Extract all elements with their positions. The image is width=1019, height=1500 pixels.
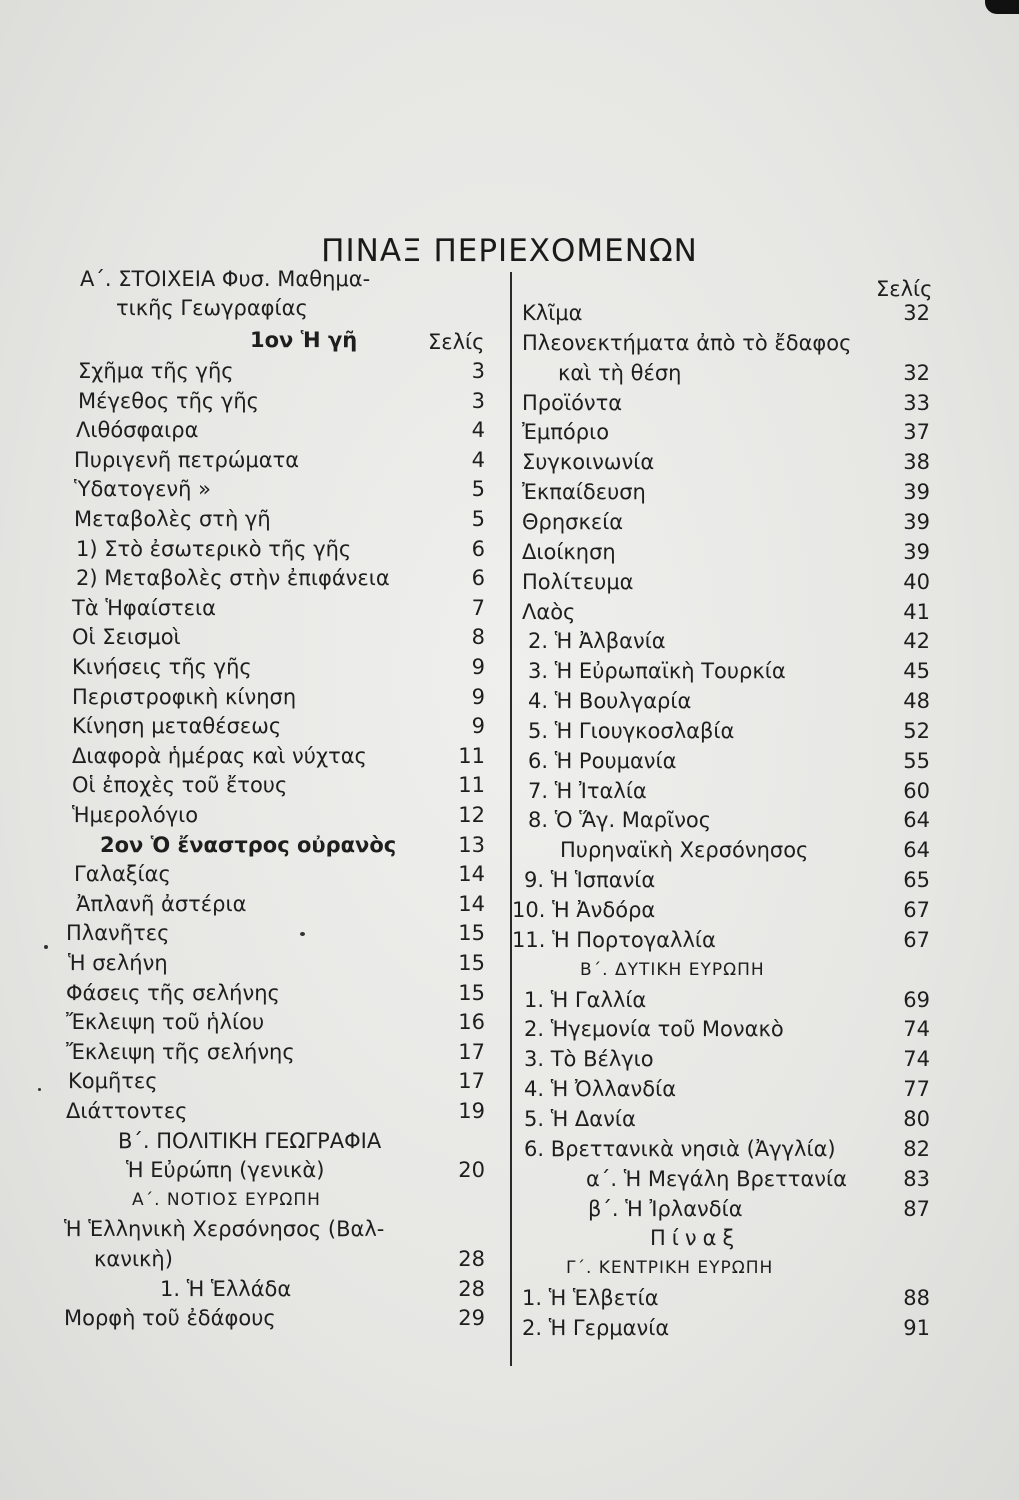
toc-entry-page: 87 <box>903 1197 930 1221</box>
toc-entry-title: Κίνηση μεταθέσεως <box>72 714 282 738</box>
toc-entry <box>0 298 930 328</box>
toc-entry-title: Μεταβολὲς στὴ γῆ <box>74 507 271 531</box>
page-title: ΠΙΝΑΞ ΠΕΡΙΕΧΟΜΕΝΩΝ <box>321 232 698 269</box>
toc-entry-page: 74 <box>903 1017 930 1041</box>
toc-entry-title: 2. Ἡγεμονία τοῦ Μονακὸ <box>524 1017 784 1041</box>
toc-entry <box>0 985 930 1015</box>
toc-entry <box>0 507 930 537</box>
toc-entry-title: Πλεονεκτήματα ἀπὸ τὸ ἔδαφος <box>522 331 852 355</box>
toc-entry-page: 28 <box>458 1277 485 1301</box>
toc-entry-title: Πίναξ <box>650 1226 741 1250</box>
toc-entry <box>0 597 930 627</box>
toc-entry-page: 39 <box>903 510 930 534</box>
toc-entry-title: 1. Ἡ Γαλλία <box>524 988 647 1012</box>
toc-entry-title: Β΄. ΔΥΤΙΚΗ ΕΥΡΩΠΗ <box>580 960 765 980</box>
toc-entry-title: α΄. Ἡ Μεγάλη Βρεττανία <box>586 1167 847 1191</box>
toc-entry-page: 11 <box>458 773 485 797</box>
toc-entry-page: 39 <box>903 540 930 564</box>
toc-entry-title: Προϊόντα <box>522 391 623 415</box>
toc-entry <box>0 1104 930 1134</box>
toc-entry-page: 64 <box>903 838 930 862</box>
toc-entry-title: Πυριγενῆ πετρώματα <box>74 448 300 472</box>
toc-entry-title: 2. Ἡ Ἀλβανία <box>528 629 666 653</box>
toc-entry-title: Διάττοντες <box>66 1099 188 1123</box>
toc-entry <box>0 1044 930 1074</box>
toc-entry-page: 15 <box>458 921 485 945</box>
toc-entry-title: Κινήσεις τῆς γῆς <box>72 655 252 679</box>
toc-entry-title: Β΄. ΠΟΛΙΤΙΚΗ ΓΕΩΓΡΑΦΙΑ <box>118 1129 382 1153</box>
toc-entry-page: 60 <box>903 779 930 803</box>
toc-entry <box>0 417 930 447</box>
toc-entry-title: Λαὸς <box>522 600 576 624</box>
toc-entry-page: 67 <box>903 928 930 952</box>
toc-entry-title: Σχῆμα τῆς γῆς <box>78 359 234 383</box>
toc-entry <box>0 776 930 806</box>
toc-entry-title: 9. Ἡ Ἱσπανία <box>524 868 656 892</box>
toc-entry-page: 65 <box>903 868 930 892</box>
toc-entry <box>0 477 930 507</box>
toc-entry-title: Κομῆτες <box>68 1069 158 1093</box>
toc-entry-title: 3. Ἡ Εὐρωπαϊκὴ Τουρκία <box>528 659 786 683</box>
toc-entry-title: Περιστροφικὴ κίνηση <box>72 685 297 709</box>
toc-entry-title: Ἡμερολόγιο <box>72 803 199 827</box>
toc-entry <box>0 626 930 656</box>
toc-entry-title: Α΄. ΝΟΤΙΟΣ ΕΥΡΩΠΗ <box>132 1190 321 1210</box>
toc-entry-page: 5 <box>471 477 485 501</box>
toc-entry-page: 3 <box>471 389 485 413</box>
toc-entry-title: 7. Ἡ Ἰταλία <box>528 779 647 803</box>
toc-entry-page: 45 <box>903 659 930 683</box>
toc-entry-page: 7 <box>471 596 485 620</box>
toc-entry-title: Ἡ Ἑλληνικὴ Χερσόνησος (Βαλ- <box>64 1217 385 1241</box>
toc-entry-title: 3. Τὸ Βέλγιο <box>524 1047 654 1071</box>
toc-entry-page: 5 <box>471 507 485 531</box>
toc-entry-title: Διαφορὰ ἡμέρας καὶ νύχτας <box>72 744 367 768</box>
toc-entry-title: 1. Ἡ Ἑλβετία <box>522 1286 659 1310</box>
left-page-col-label: Σελίς <box>428 330 485 354</box>
toc-entry-title: κανικὴ) <box>94 1247 173 1271</box>
toc-entry-page: 42 <box>903 629 930 653</box>
right-page-col-label: Σελίς <box>876 277 933 301</box>
toc-entry <box>0 1134 930 1164</box>
toc-entry-page: 15 <box>458 981 485 1005</box>
toc-entry-title: καὶ τὴ θέση <box>558 361 682 385</box>
toc-entry-title: Θρησκεία <box>522 510 624 534</box>
toc-entry <box>0 1283 930 1313</box>
toc-entry <box>0 537 930 567</box>
toc-entry-page: 9 <box>471 714 485 738</box>
toc-entry <box>0 388 930 418</box>
toc-entry-page: 20 <box>458 1158 485 1182</box>
toc-entry-page: 4 <box>471 418 485 442</box>
part1-heading: 1ον Ἡ γῆ <box>250 328 358 352</box>
toc-entry-page: 38 <box>903 450 930 474</box>
toc-entry-page: 82 <box>903 1137 930 1161</box>
toc-entry-page: 80 <box>903 1107 930 1131</box>
toc-entry-title: Γ΄. ΚΕΝΤΡΙΚΗ ΕΥΡΩΠΗ <box>566 1258 774 1278</box>
toc-entry-page: 14 <box>458 892 485 916</box>
toc-entry-title: Ἡ σελήνη <box>68 951 168 975</box>
toc-entry <box>0 746 930 776</box>
toc-entry-title: 5. Ἡ Δανία <box>524 1107 636 1131</box>
toc-entry <box>0 716 930 746</box>
toc-entry <box>0 1313 930 1343</box>
toc-entry-title: Λιθόσφαιρα <box>76 418 199 442</box>
toc-entry-title: Πλανῆτες <box>66 921 170 945</box>
toc-entry-title: Κλῖμα <box>522 301 583 325</box>
toc-entry <box>0 1074 930 1104</box>
toc-entry-page: 17 <box>458 1040 485 1064</box>
toc-entry-page: 37 <box>903 420 930 444</box>
toc-entry-title: 6. Βρεττανικὰ νησιὰ (Ἀγγλία) <box>524 1137 836 1161</box>
toc-entry-page: 39 <box>903 480 930 504</box>
toc-entry <box>0 895 930 925</box>
section-a-heading-line2: τικῆς Γεωγραφίας <box>116 296 308 320</box>
toc-entry-page: 33 <box>903 391 930 415</box>
toc-entry <box>0 805 930 835</box>
toc-entry-page: 14 <box>458 862 485 886</box>
toc-entry <box>0 686 930 716</box>
toc-entry <box>0 1253 930 1283</box>
toc-entry-title: 8. Ὁ Ἅγ. Μαρῖνος <box>528 808 712 832</box>
toc-entry-page: 91 <box>903 1316 930 1340</box>
toc-entry-title: 4. Ἡ Βουλγαρία <box>528 689 692 713</box>
toc-entry-title: Μέγεθος τῆς γῆς <box>78 389 259 413</box>
toc-entry-page: 32 <box>903 301 930 325</box>
toc-entry-title: Ἔκλειψη τοῦ ἡλίου <box>66 1010 265 1034</box>
toc-entry-title: 6. Ἡ Ρουμανία <box>528 749 677 773</box>
toc-entry <box>0 1194 930 1224</box>
toc-entry-title: 11. Ἡ Πορτογαλλία <box>512 928 716 952</box>
toc-entry-title: Φάσεις τῆς σελήνης <box>66 981 280 1005</box>
toc-entry-title: 2ον Ὁ ἔναστρος οὐρανὸς <box>100 833 397 857</box>
toc-entry-title: Ἀπλανῆ ἀστέρια <box>76 892 247 916</box>
toc-entry-page: 41 <box>903 600 930 624</box>
toc-entry <box>0 447 930 477</box>
toc-entry <box>0 835 930 865</box>
toc-entry-title: Συγκοινωνία <box>522 450 655 474</box>
toc-entry-title: 1) Στὸ ἐσωτερικὸ τῆς γῆς <box>76 537 352 561</box>
section-a-heading-line1: Α΄. ΣΤΟΙΧΕΙΑ Φυσ. Μαθημα- <box>80 267 371 291</box>
toc-entry-page: 15 <box>458 951 485 975</box>
toc-entry-title: Ἡ Εὐρώπη (γενικὰ) <box>126 1158 325 1182</box>
toc-entry-page: 6 <box>471 566 485 590</box>
toc-entry <box>0 1014 930 1044</box>
toc-entry-page: 28 <box>458 1247 485 1271</box>
toc-entry-title: Ἐμπόριο <box>522 420 610 444</box>
toc-entry-title: Διοίκηση <box>522 540 616 564</box>
toc-entry-title: 5. Ἡ Γιουγκοσλαβία <box>528 719 735 743</box>
toc-entry-title: Γαλαξίας <box>74 862 171 886</box>
toc-entry-title: 4. Ἡ Ὀλλανδία <box>524 1077 677 1101</box>
toc-entry-page: 29 <box>458 1306 485 1330</box>
toc-entry <box>0 955 930 985</box>
toc-entry-page: 67 <box>903 898 930 922</box>
toc-entry-title: Τὰ Ἡφαίστεια <box>72 596 216 620</box>
toc-entry-page: 69 <box>903 988 930 1012</box>
toc-entry-title: 10. Ἡ Ἀνδόρα <box>512 898 656 922</box>
toc-entry-page: 48 <box>903 689 930 713</box>
toc-entry-page: 83 <box>903 1167 930 1191</box>
toc-entry-page: 64 <box>903 808 930 832</box>
toc-entry-page: 9 <box>471 655 485 679</box>
toc-entry-page: 52 <box>903 719 930 743</box>
toc-entry-page: 4 <box>471 448 485 472</box>
toc-entry-page: 77 <box>903 1077 930 1101</box>
toc-entry-page: 12 <box>458 803 485 827</box>
toc-entry-title: Ἔκλειψη τῆς σελήνης <box>66 1040 295 1064</box>
toc-entry-page: 55 <box>903 749 930 773</box>
toc-entry <box>0 865 930 895</box>
toc-entry-page: 8 <box>471 625 485 649</box>
toc-entry-page: 17 <box>458 1069 485 1093</box>
toc-entry-title: β΄. Ἡ Ἰρλανδία <box>588 1197 743 1221</box>
toc-entry-page: 16 <box>458 1010 485 1034</box>
toc-entry-title: 1. Ἡ Ἑλλάδα <box>160 1277 292 1301</box>
toc-entry-title: Ἐκπαίδευση <box>522 480 646 504</box>
toc-entry-page: 19 <box>458 1099 485 1123</box>
toc-entry <box>0 656 930 686</box>
toc-entry-title: 2. Ἡ Γερμανία <box>522 1316 670 1340</box>
toc-entry-title: Οἱ Σεισμοὶ <box>72 625 181 649</box>
toc-entry-page: 88 <box>903 1286 930 1310</box>
toc-entry-title: Ὑδατογενῆ » <box>74 477 211 501</box>
toc-entry <box>0 925 930 955</box>
toc-entry <box>0 1223 930 1253</box>
toc-entry-page: 3 <box>471 359 485 383</box>
toc-entry-page: 13 <box>458 833 485 857</box>
toc-entry <box>0 328 930 358</box>
toc-entry-page: 74 <box>903 1047 930 1071</box>
toc-entry <box>0 358 930 388</box>
toc-entry-title: Οἱ ἐποχὲς τοῦ ἔτους <box>72 773 288 797</box>
toc-entry-title: Πυρηναϊκὴ Χερσόνησος <box>560 838 809 862</box>
toc-entry-page: 9 <box>471 685 485 709</box>
toc-entry-title: 2) Μεταβολὲς στὴν ἐπιφάνεια <box>76 566 390 590</box>
toc-entry-page: 6 <box>471 537 485 561</box>
toc-entry-page: 11 <box>458 744 485 768</box>
toc-entry-title: Πολίτευμα <box>522 570 634 594</box>
toc-entry <box>0 1164 930 1194</box>
toc-entry-title: Μορφὴ τοῦ ἐδάφους <box>64 1306 276 1330</box>
toc-entry-page: 40 <box>903 570 930 594</box>
toc-entry-page: 32 <box>903 361 930 385</box>
toc-entry <box>0 567 930 597</box>
